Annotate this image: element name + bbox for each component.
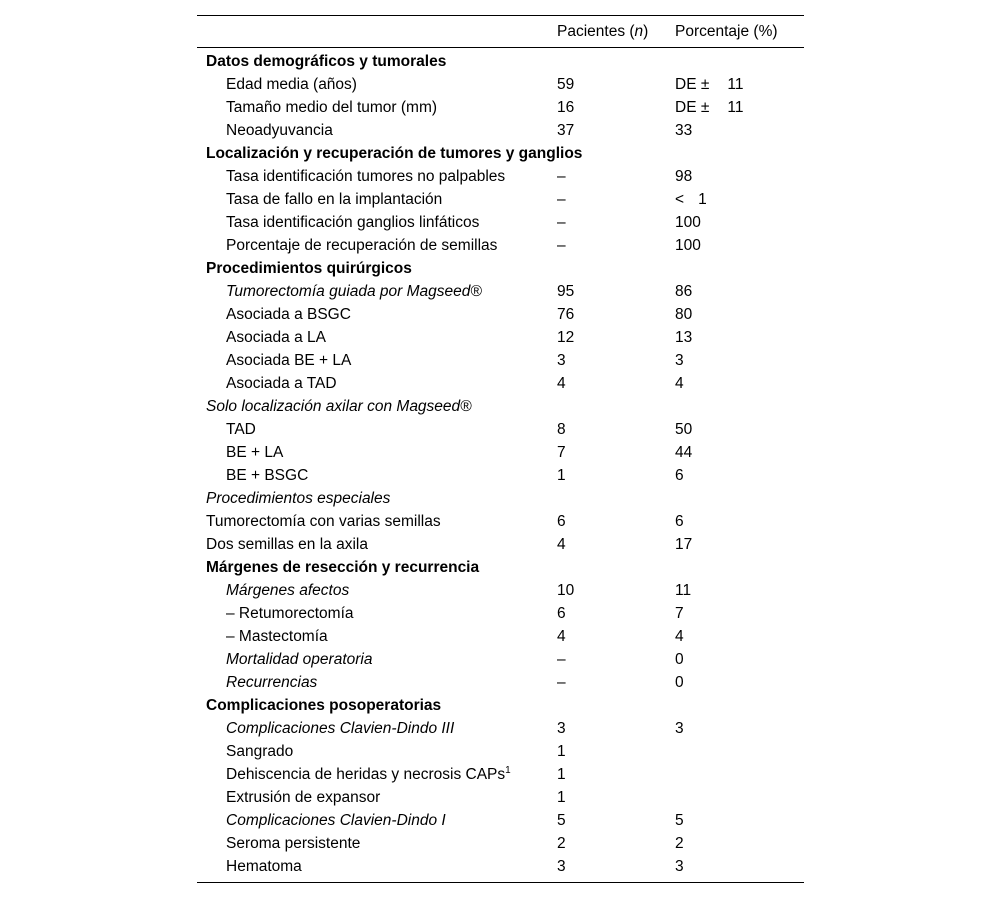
row-patients: 2 [557,835,566,852]
row-percent: 0 [675,651,684,668]
row-label: Tumorectomía con varias semillas [206,513,441,530]
row-percent [675,740,804,763]
header-patients-prefix: Pacientes ( [557,23,635,40]
row-percent: 3 [675,720,684,737]
row-percent: 3 [675,855,804,883]
row-label: Edad media (años) [226,76,357,93]
table-row [197,717,804,740]
row-percent: 6 [675,467,684,484]
row-patients: 1 [557,789,566,806]
row-percent: 11 [675,582,692,599]
row-patients: 16 [557,99,575,116]
row-percent: 100 [675,237,701,254]
row-label: Tasa de fallo en la implantación [226,191,443,208]
table-row [197,73,804,96]
row-label: Recurrencias [226,674,318,691]
row-patients: 76 [557,306,575,323]
header-patients-n: n [634,23,644,40]
row-label: Complicaciones Clavien-Dindo III [226,720,455,737]
section-label: Procedimientos quirúrgicos [206,260,412,277]
row-patients: – [557,237,566,254]
row-patients: 5 [557,812,566,829]
row-percent: 100 [675,214,701,231]
table-header [197,16,804,48]
subsection-label: Solo localización axilar con Magseed® [206,398,472,415]
section-row [197,48,804,74]
row-label: – Retumorectomía [226,605,354,622]
row-percent-prefix: < [675,191,685,208]
row-patients: 1 [557,743,566,760]
row-label: Asociada BE + LA [226,352,352,369]
row-patients: 37 [557,122,575,139]
row-patients: – [557,168,566,185]
section-row [197,142,804,165]
table-row [197,464,804,487]
section-row [197,556,804,579]
row-percent [675,188,804,211]
table-row [197,740,804,763]
row-percent: 17 [675,536,693,553]
header-label [197,16,557,48]
section-label: Márgenes de resección y recurrencia [206,559,480,576]
row-patients: 6 [557,605,566,622]
row-percent: 44 [675,444,693,461]
row-label: BE + LA [226,444,284,461]
row-percent [675,786,804,809]
table-row [197,234,804,257]
row-percent-prefix: DE ± [675,99,710,116]
table-row [197,326,804,349]
header-patients [557,16,675,48]
row-patients: 7 [557,444,566,461]
row-label: Mortalidad operatoria [226,651,373,668]
row-percent: 50 [675,421,693,438]
row-percent [675,73,804,96]
row-percent: 0 [675,674,684,691]
table-row [197,418,804,441]
row-label: Asociada a BSGC [226,306,351,323]
results-table [197,15,804,883]
table-row [197,533,804,556]
row-patients: 59 [557,76,575,93]
row-patients: – [557,214,566,231]
table-row [197,809,804,832]
row-label: – Mastectomía [226,628,328,645]
row-label: Asociada a LA [226,329,326,346]
subsection-label: Procedimientos especiales [206,490,391,507]
table-body [197,48,804,883]
row-label: Neoadyuvancia [226,122,333,139]
section-row [197,257,804,280]
subsection-row [197,487,804,510]
table-row [197,625,804,648]
row-label: Tumorectomía guiada por Magseed® [226,283,482,300]
subsection-row [197,395,804,418]
table-row [197,671,804,694]
row-patients: 6 [557,513,566,530]
footnote-marker: 1 [505,765,511,776]
row-patients: 4 [557,375,566,392]
row-percent: 3 [675,352,684,369]
table-row [197,303,804,326]
section-label: Localización y recuperación de tumores y ganglios [206,145,583,162]
row-patients: 4 [557,536,566,553]
row-patients: 3 [557,720,566,737]
row-label-text: Dehiscencia de heridas y necrosis CAPs [226,766,506,783]
row-percent-value: 1 [698,191,707,208]
row-percent: 86 [675,283,693,300]
section-label: Datos demográficos y tumorales [206,53,447,70]
row-label: Dos semillas en la axila [206,536,368,553]
row-patients: – [557,191,566,208]
table-row [197,188,804,211]
row-label: Márgenes afectos [226,582,350,599]
table-row [197,786,804,809]
row-percent: 5 [675,812,684,829]
row-label [197,763,557,786]
section-row [197,694,804,717]
row-label: Hematoma [197,855,557,883]
table-row [197,280,804,303]
row-label: Sangrado [226,743,294,760]
results-table-container [197,15,804,883]
row-percent: 4 [675,375,684,392]
row-patients: 4 [557,628,566,645]
row-patients: 3 [557,352,566,369]
table-row [197,441,804,464]
row-label: Extrusión de expansor [226,789,381,806]
row-patients: 12 [557,329,575,346]
table-row [197,211,804,234]
row-label: Porcentaje de recuperación de semillas [226,237,498,254]
row-percent-value: 11 [727,99,744,116]
table-row [197,119,804,142]
row-patients: 95 [557,283,575,300]
table-row [197,96,804,119]
row-percent: 98 [675,168,693,185]
table-row [197,165,804,188]
row-label: Tasa identificación tumores no palpables [226,168,506,185]
table-row [197,349,804,372]
row-percent: 7 [675,605,684,622]
row-percent: 13 [675,329,693,346]
row-patients: 1 [557,467,566,484]
table-row [197,763,804,786]
header-percent: Porcentaje (%) [675,16,804,48]
row-percent: 80 [675,306,693,323]
row-percent: 4 [675,628,684,645]
row-percent-value: 11 [727,76,744,93]
table-row [197,510,804,533]
row-label: Tamaño medio del tumor (mm) [226,99,438,116]
row-patients: 3 [557,855,675,883]
row-label: TAD [226,421,256,438]
row-percent: 2 [675,835,684,852]
row-label: Tasa identificación ganglios linfáticos [226,214,480,231]
row-label: Asociada a TAD [226,375,337,392]
row-patients: 1 [557,766,566,783]
table-row [197,372,804,395]
row-label: Complicaciones Clavien-Dindo I [226,812,446,829]
header-patients-suffix: ) [643,23,649,40]
table-row [197,832,804,855]
row-patients: 8 [557,421,566,438]
row-percent-prefix: DE ± [675,76,710,93]
row-percent: 33 [675,122,693,139]
section-label: Complicaciones posoperatorias [206,697,442,714]
row-percent: 6 [675,513,684,530]
row-percent [675,96,804,119]
row-patients: – [557,651,566,668]
table-row [197,602,804,625]
table-row [197,579,804,602]
row-percent [675,763,804,786]
table-row [197,648,804,671]
row-patients: – [557,674,566,691]
row-label: BE + BSGC [226,467,309,484]
header-row [197,16,804,48]
row-patients: 10 [557,582,575,599]
row-label: Seroma persistente [226,835,361,852]
table-row [197,855,804,883]
